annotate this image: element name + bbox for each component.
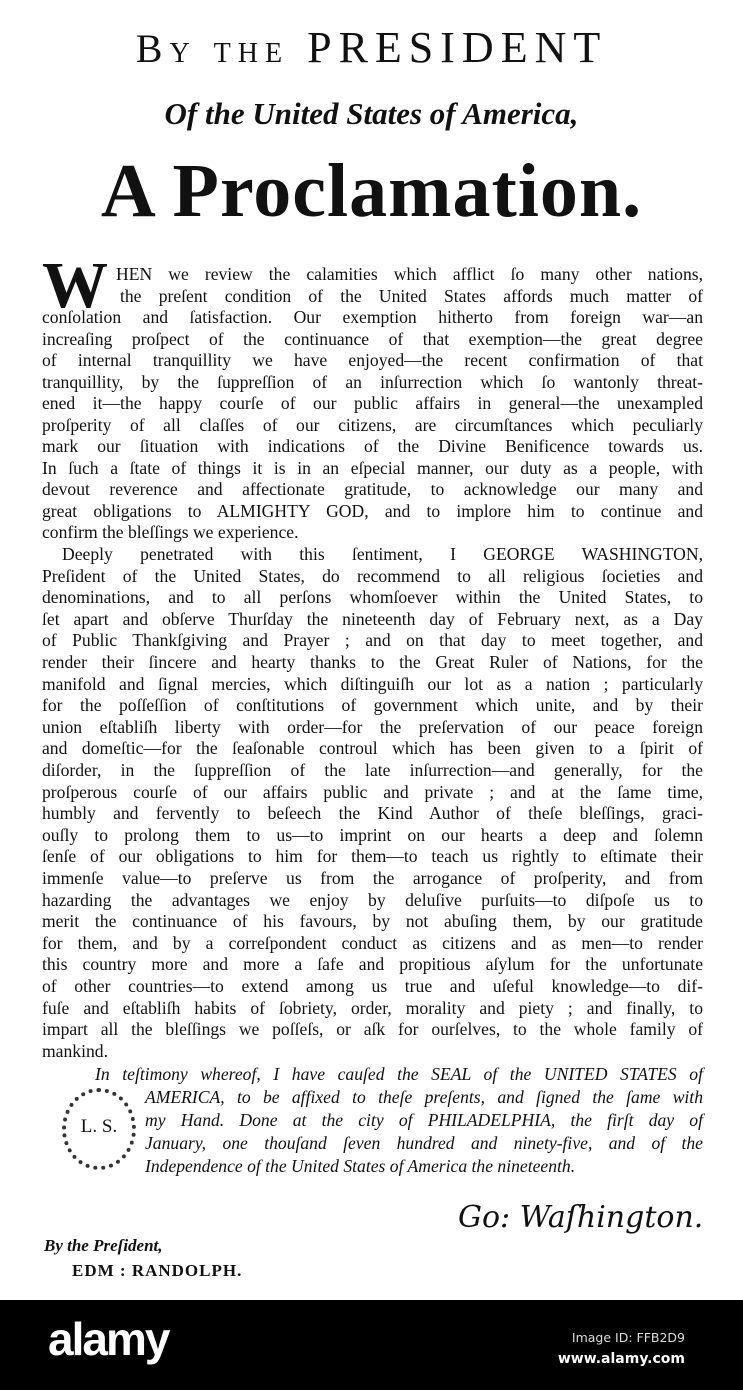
body-line: of Public Thankſgiving and Prayer ; and on that day to meet together, and [42, 630, 703, 651]
body-line: of internal tranquillity we have enjoyed—the recent confirmation of that [42, 350, 703, 370]
body-line: mankind. [42, 1040, 108, 1061]
drop-cap: W [42, 249, 108, 322]
testimony-line: AMERICA, to be affixed to theſe preſents, and ſigned the ſame with [145, 1087, 703, 1107]
body-line: impart all the bleſſings we poſſeſs, or aſk for ourſelves, to the whole family of [42, 1019, 703, 1040]
image-id: Image ID: FFB2D9 [571, 1330, 685, 1345]
body-line: hazarding the advantages we enjoy by deluſive purſuits—to diſpoſe us to [42, 889, 703, 910]
header-subtitle: Of the United States of America, [164, 96, 579, 131]
seal-label: L. S. [80, 1116, 118, 1137]
testimony-line: January, one thouſand ſeven hundred and ninety-five, and of the [145, 1133, 703, 1153]
header-president: PRESIDENT [307, 23, 608, 72]
body-line: denominations, and to all perſons whomſoever within the United States, to [42, 587, 703, 608]
body-line: and domeſtic—for the ſeaſonable controul which has been given to a ſpirit of [42, 738, 703, 759]
body-line: render their ſincere and hearty thanks to the Great Ruler of Nations, for the [42, 652, 703, 672]
body-line: proſperous courſe of our affairs public and private ; and at the ſame time, [42, 781, 703, 802]
body-line: diſorder, in the ſuppreſſion of the late inſurrection—and generally, for the [42, 760, 703, 780]
body-line: mark our ſituation with indications of the Divine Benificence towards us. [42, 436, 703, 456]
header-by-the-president [0, 22, 743, 73]
body-line: Deeply penetrated with this ſentiment, I GEORGE WASHINGTON, [62, 544, 703, 564]
signature: Go: Waſhington. [458, 1200, 704, 1235]
header-by-the: By the [135, 26, 290, 71]
body-line: increaſing proſpect of the continuance of that exemption—the great degree [42, 328, 703, 349]
body-line: confirm the bleſſings we experience. [42, 522, 299, 542]
body-line: immenſe value—to preſerve us from the arrogance of proſperity, and from [42, 868, 703, 888]
body-line: ſenſe of our obligations to him for them—to teach us rightly to eſtimate their [42, 846, 703, 867]
body-line: humbly and fervently to beſeech the Kind Author of theſe bleſſings, graci- [42, 803, 703, 824]
body-line: HEN we review the calamities which afflict ſo many other nations, [116, 264, 703, 284]
body-line: manifold and ſignal mercies, which diſtinguiſh our lot as a nation ; particularly [42, 673, 703, 694]
body-line: of other countries—to extend among us true and uſeful knowledge—to dif- [42, 976, 703, 996]
testimony-line: Independence of the United States of America the nineteenth. [145, 1156, 576, 1176]
body-line: ouſly to prolong them to us—to imprint on our hearts a deep and ſolemn [42, 824, 703, 845]
body-line: Preſident of the United States, do recommend to all religious ſocieties and [42, 565, 703, 586]
testimony-line: In teſtimony whereof, I have cauſed the SEAL of the UNITED STATES of [95, 1064, 703, 1084]
body-line: the preſent condition of the United States affords much matter of [120, 285, 703, 306]
countersign-name: EDM : RANDOLPH. [72, 1261, 243, 1280]
testimony-line: my Hand. Done at the city of PHILADELPHIA, the firſt day of [145, 1110, 703, 1130]
alamy-logo: alamy [48, 1313, 169, 1365]
page-title: A Proclamation. [100, 149, 643, 233]
body-line: devout reverence and affectionate gratitude, to acknowledge our many and [42, 479, 703, 499]
body-line: fuſe and eſtabliſh habits of ſobriety, order, morality and piety ; and finally, to [42, 997, 703, 1018]
body-line: tranquillity, by the ſuppreſſion of an inſurrection which ſo wantonly threat- [42, 371, 703, 392]
site-url[interactable]: www.alamy.com [557, 1351, 685, 1367]
body-line: proſperity of all claſſes of our citizens, are circumſtances which peculiarly [42, 414, 703, 435]
body-line: ſet apart and obſerve Thurſday the nineteenth day of February next, as a Day [42, 608, 703, 629]
body-line: union eſtabliſh liberty with order—for the preſervation of our peace foreign [42, 716, 703, 737]
countersign-by: By the Preſident, [44, 1236, 163, 1255]
body-line: In ſuch a ſtate of things it is in an eſpecial manner, our duty as a people, with [42, 457, 703, 478]
body-line: great obligations to ALMIGHTY GOD, and to implore him to continue and [42, 500, 703, 521]
body-line: this country more and more a ſafe and propitious aſylum for the unfortunate [42, 954, 703, 975]
body-line: ened it—the happy courſe of our public affairs in general—the unexampled [42, 393, 703, 413]
body-line: conſolation and ſatisfaction. Our exemption hitherto from foreign war—an [42, 307, 703, 327]
body-line: merit the continuance of his favours, by not abuſing them, by our gratitude [42, 911, 703, 932]
body-line: for them, and by a correſpondent conduct as citizens and as men—to render [42, 932, 703, 953]
body-line: for the poſſeſſion of conſtitutions of government which unite, and by their [42, 695, 703, 716]
